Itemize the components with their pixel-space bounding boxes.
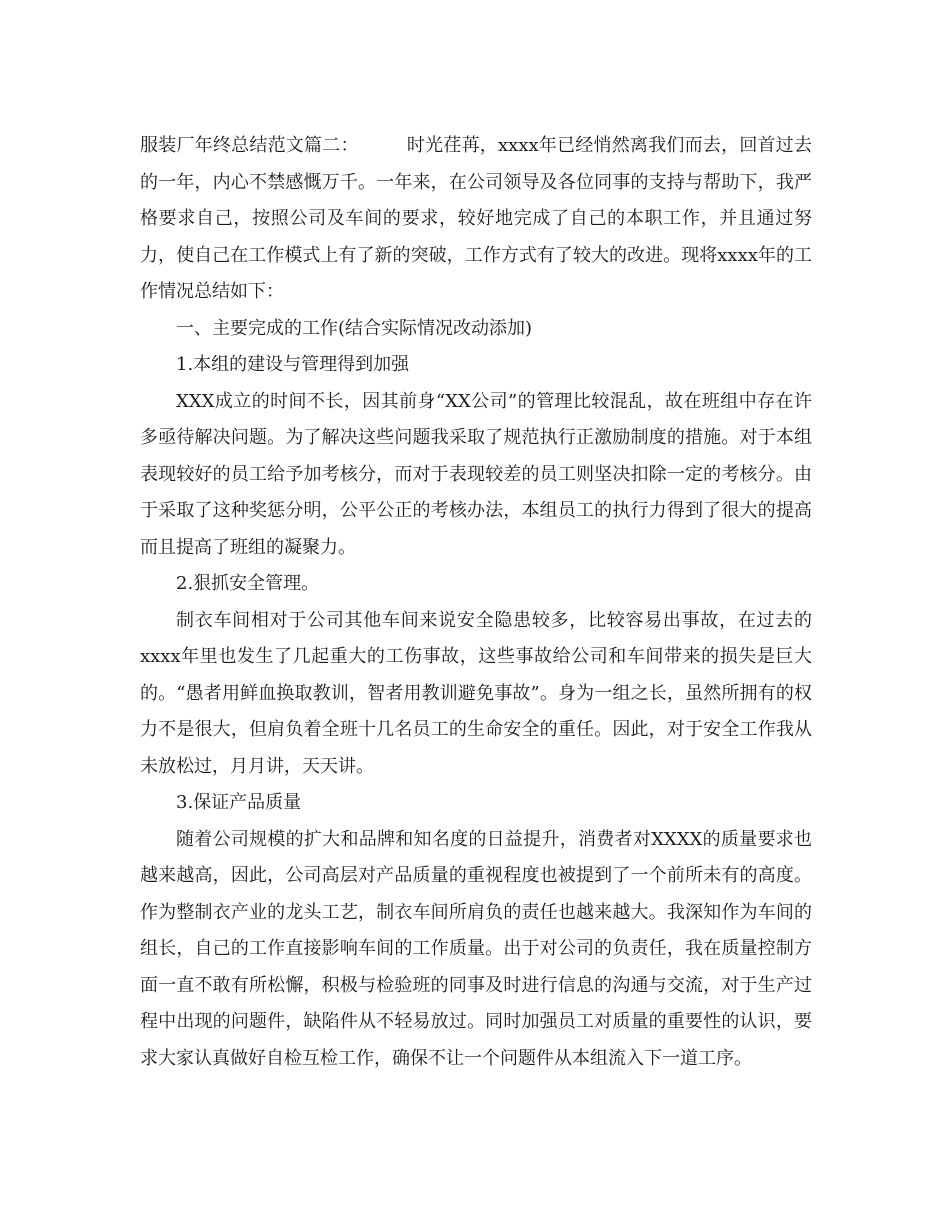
item-heading-2: 2.狠抓安全管理。 bbox=[176, 573, 320, 594]
document-body bbox=[140, 128, 812, 1077]
item-body-1: XXX成立的时间不长，因其前身“XX公司”的管理比较混乱，故在班组中存在许多亟待解决问题。为了解决这些问题我采取了规范执行正激励制度的措施。对于本组表现较好的员工给予加考核分，而对于表现较差的员工则坚决扣除一定的考核分。由于采取了这种奖惩分明，公平公正的考核办法，本组员工的执行力得到了很大的提高而且提高了班组的凝聚力。 bbox=[140, 390, 812, 558]
item-heading-3: 3.保证产品质量 bbox=[176, 792, 302, 813]
item-body-2: 制衣车间相对于公司其他车间来说安全隐患较多，比较容易出事故，在过去的xxxx年里也发生了几起重大的工伤事故，这些事故给公司和车间带来的损失是巨大的。“愚者用鲜血换取教训，智者用教训避免事故”。身为一组之长，虽然所拥有的权力不是很大，但肩负着全班十几名员工的生命安全的重任。因此，对于安全工作我从未放松过，月月讲，天天讲。 bbox=[140, 609, 812, 777]
intro-body: 时光荏苒，xxxx年已经悄然离我们而去，回首过去的一年，内心不禁感慨万千。一年来，在公司领导及各位同事的支持与帮助下，我严格要求自己，按照公司及车间的要求，较好地完成了自己的本职工作，并且通过努力，使自己在工作模式上有了新的突破，工作方式有了较大的改进。现将xxxx年的工作情况总结如下： bbox=[140, 135, 812, 302]
item-heading-1: 1.本组的建设与管理得到加强 bbox=[176, 354, 410, 375]
section-heading: 一、主要完成的工作(结合实际情况改动添加) bbox=[176, 317, 533, 339]
intro-title: 服装厂年终总结范文篇二： bbox=[140, 135, 359, 156]
item-body-3: 随着公司规模的扩大和品牌和知名度的日益提升，消费者对XXXX的质量要求也越来越高，因此，公司高层对产品质量的重视程度也被提到了一个前所未有的高度。作为整制衣产业的龙头工艺，制衣车间所肩负的责任也越来越大。我深知作为车间的组长，自己的工作直接影响车间的工作质量。出于对公司的负责任，我在质量控制方面一直不敢有所松懈，积极与检验班的同事及时进行信息的沟通与交流，对于生产过程中出现的问题件，缺陷件从不轻易放过。同时加强员工对质量的重要性的认识，要求大家认真做好自检互检工作，确保不让一个问题件从本组流入下一道工序。 bbox=[140, 828, 812, 1069]
intro-paragraph bbox=[140, 128, 812, 311]
